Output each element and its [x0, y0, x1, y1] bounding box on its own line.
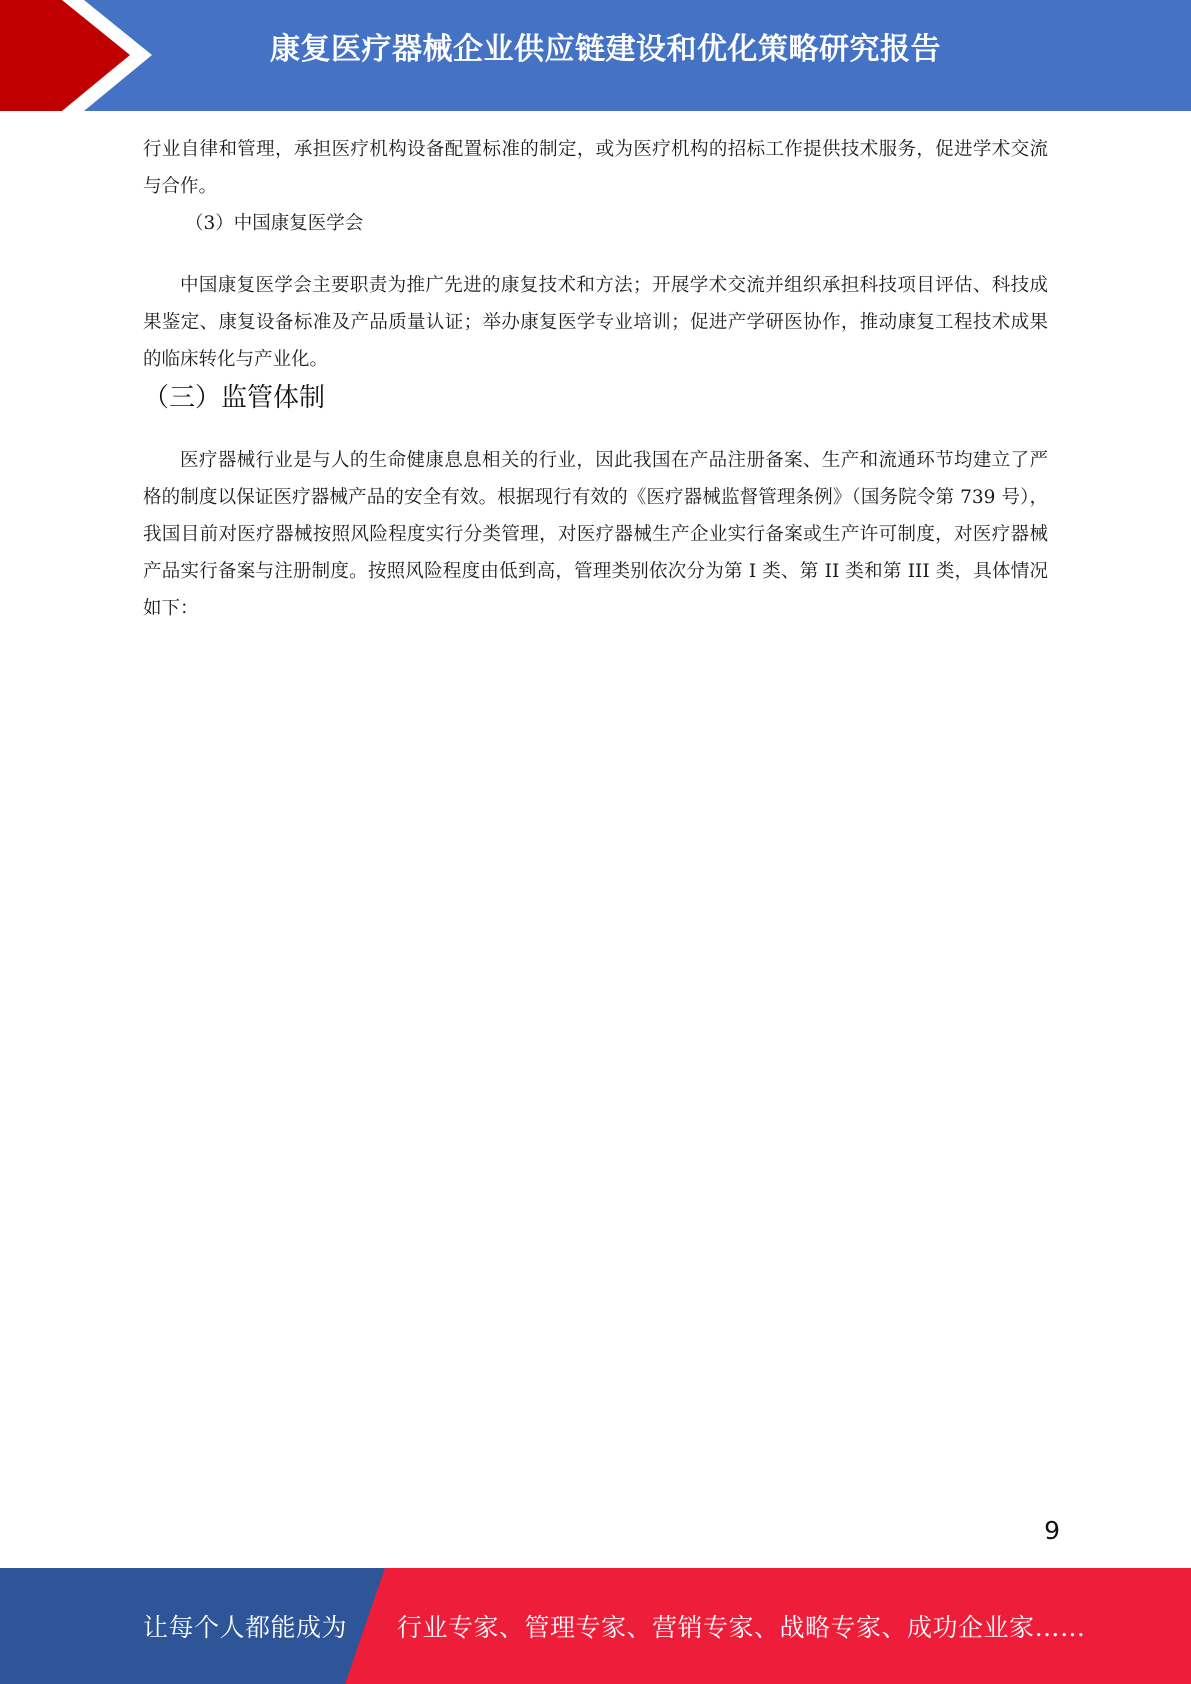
- report-title: 康复医疗器械企业供应链建设和优化策略研究报告: [270, 32, 941, 67]
- paragraph-association-duties: 中国康复医学会主要职责为推广先进的康复技术和方法；开展学术交流并组织承担科技项目评估、科技成果鉴定、康复设备标准及产品质量认证；举办康复医学专业培训；促进产学研医协作，推动康复工程技术成果的临床转化与产业化。: [143, 275, 1048, 370]
- subheading-chinese-rehab-association: （3）中国康复医学会: [185, 213, 364, 234]
- section-heading-regulatory-system: （三）监管体制: [143, 383, 326, 413]
- footer-slogan-list: 行业专家、管理专家、营销专家、战略专家、成功企业家……: [397, 1613, 1086, 1642]
- page-content: [143, 131, 1048, 627]
- page-number: 9: [1044, 1516, 1060, 1545]
- paragraph-continuation: 行业自律和管理，承担医疗机构设备配置标准的制定，或为医疗机构的招标工作提供技术服务，促进学术交流与合作。: [143, 139, 1048, 197]
- footer-slogan-prefix: 让每个人都能成为: [143, 1613, 348, 1642]
- paragraph-regulatory-system: 医疗器械行业是与人的生命健康息息相关的行业，因此我国在产品注册备案、生产和流通环节均建立了严格的制度以保证医疗器械产品的安全有效。根据现行有效的《医疗器械监督管理条例》（国务院令第 739 号），我国目前对医疗器械按照风险程度实行分类管理，对医疗器械生产企业实行备案或生产许可制度，对医疗器械产品实行备案与注册制度。按照风险程度由低到高，管理类别依次分为第 I 类、第 II 类和第 III 类，具体情况如下：: [143, 450, 1048, 619]
- page-header-banner: [0, 0, 1191, 111]
- page-footer-banner: [0, 1568, 1191, 1684]
